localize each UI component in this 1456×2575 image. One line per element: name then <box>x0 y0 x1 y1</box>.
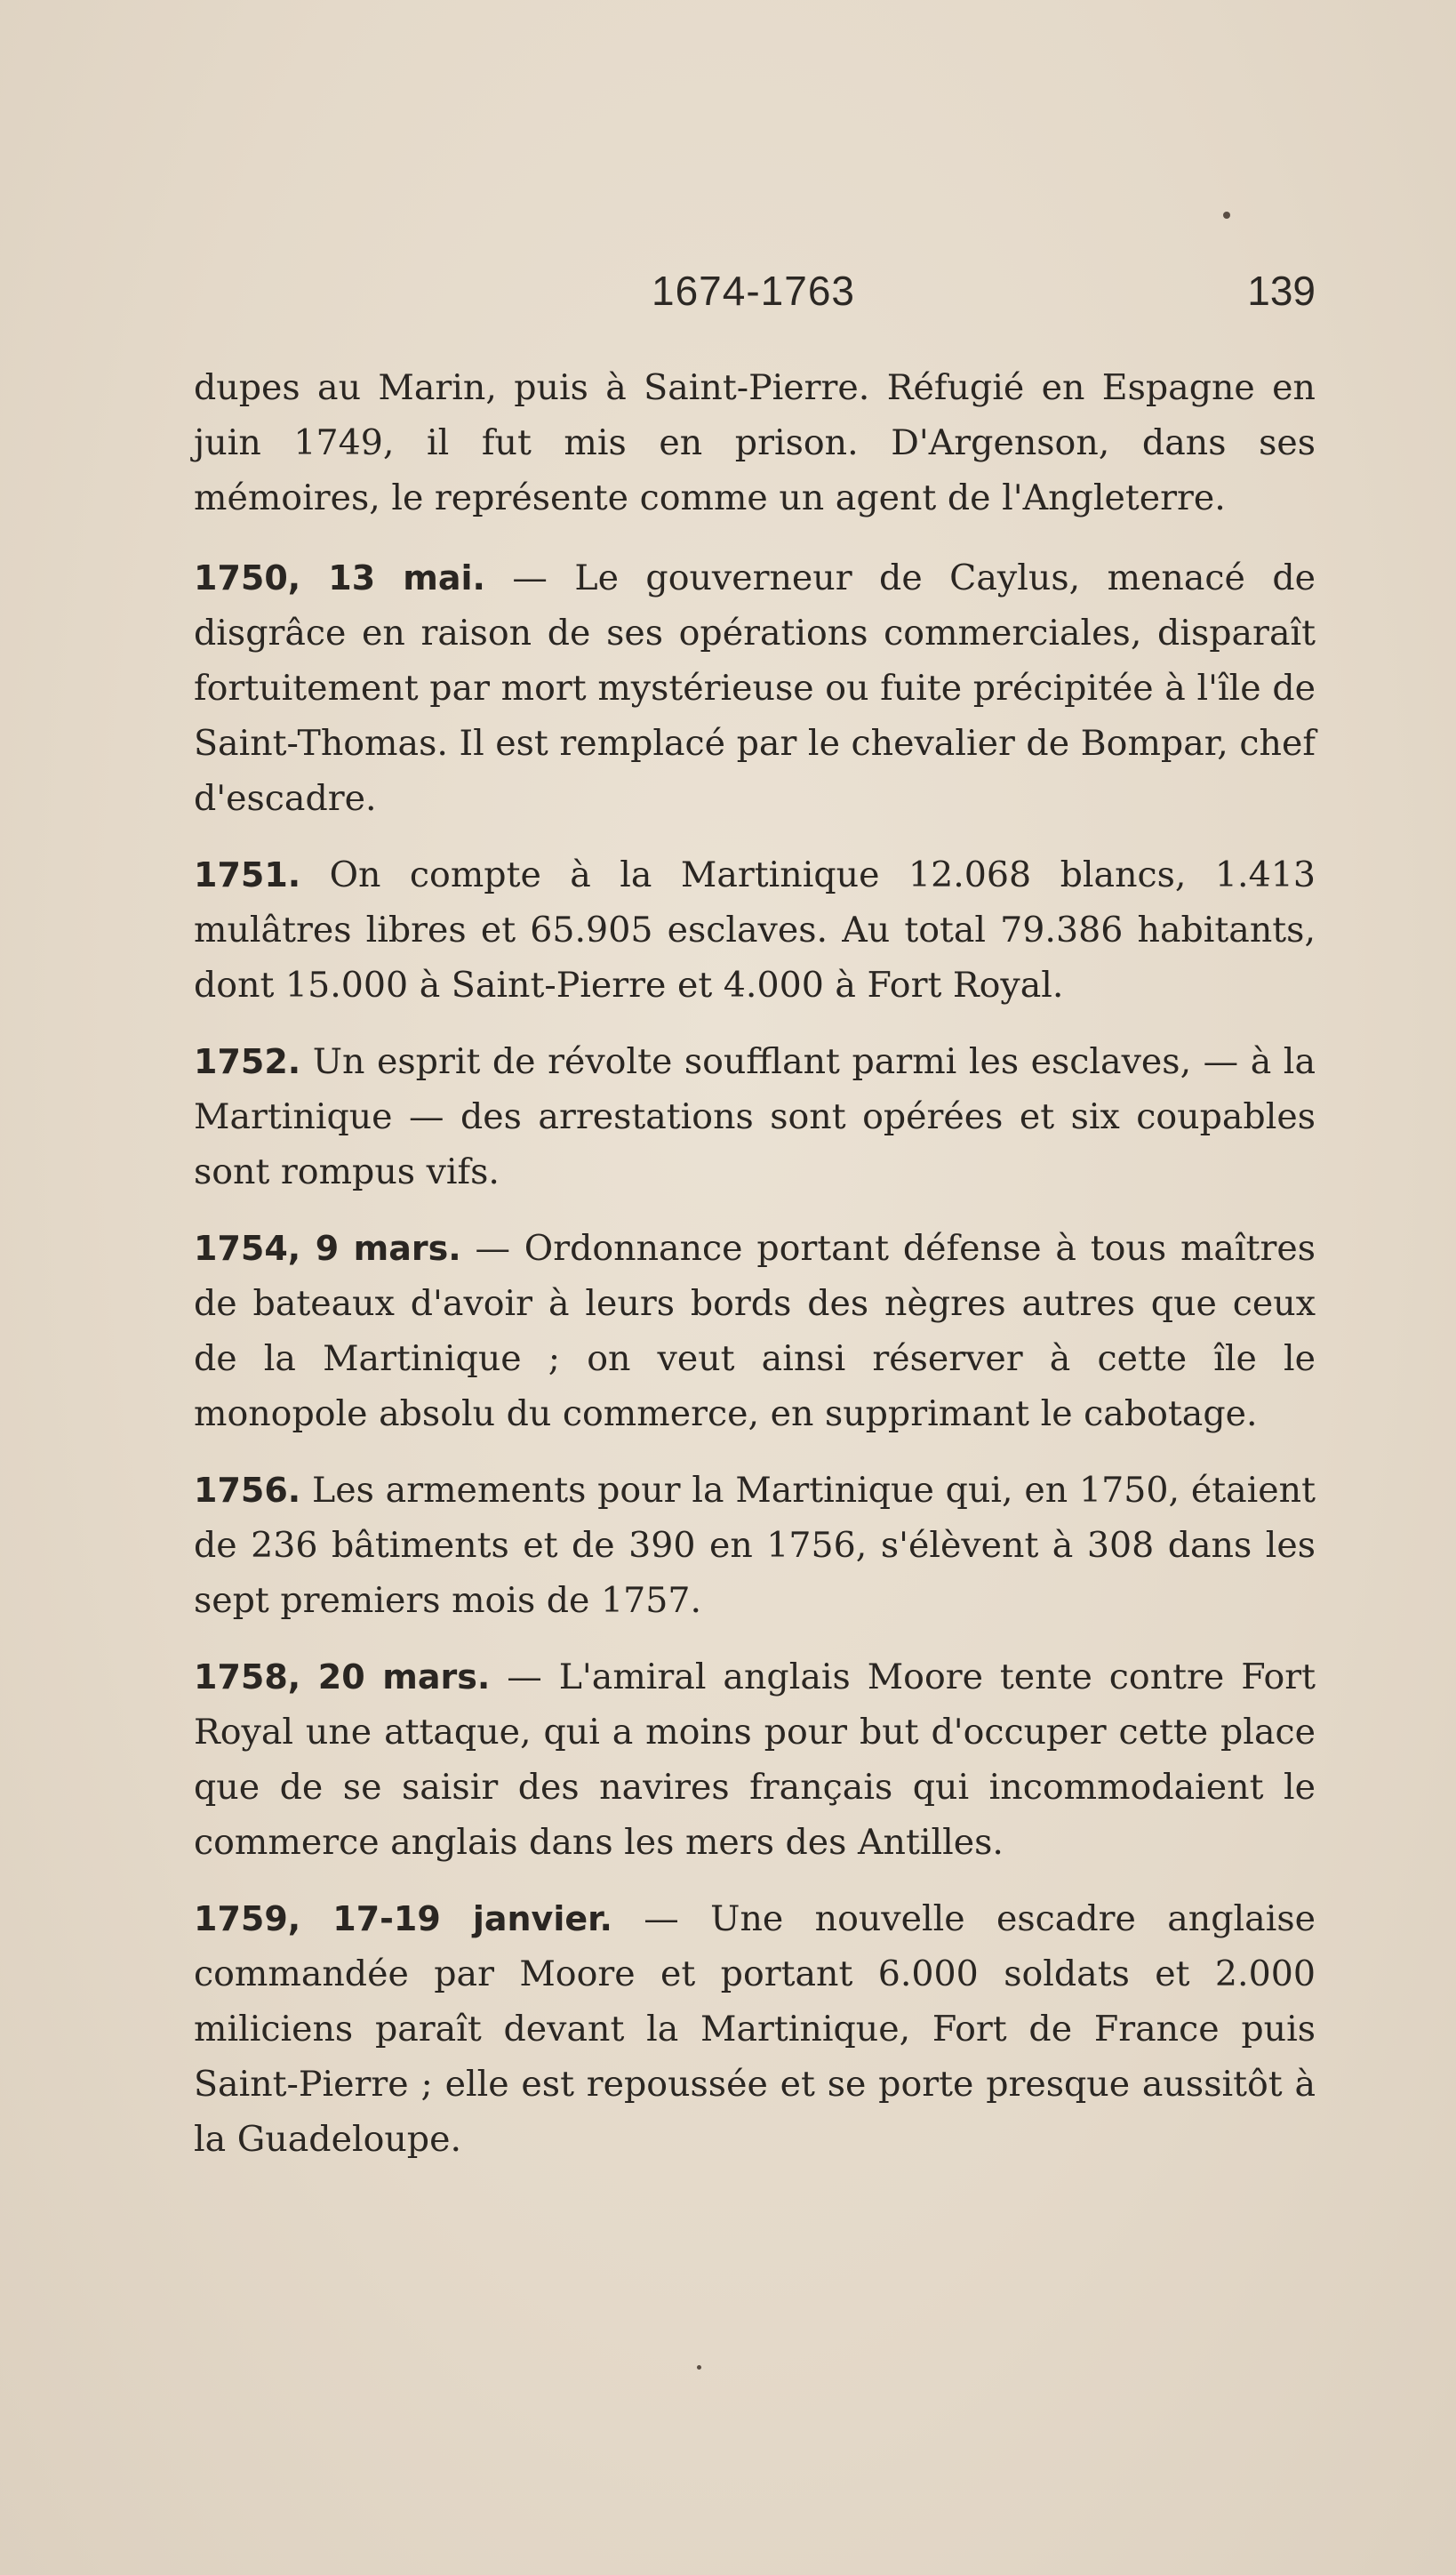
paragraph-continuation <box>194 360 1316 525</box>
entry-date: 1751. <box>194 855 301 894</box>
body-text <box>194 360 1316 2188</box>
entry-text: — Ordonnance portant défense à tous maîtres de bateaux d'avoir à leurs bords des nègres autres que ceux de la Martinique ; on veut ainsi réserver à cette île le monopole absolu du commerce, en supprimant le cabotage. <box>194 1228 1316 1434</box>
entry-1751 <box>194 847 1316 1013</box>
entry-date: 1756. <box>194 1471 301 1510</box>
entry-1754 <box>194 1221 1316 1441</box>
running-head: 1674-1763 <box>652 268 855 314</box>
entry-text: On compte à la Martinique 12.068 blancs, 1.413 mulâtres libres et 65.905 esclaves. Au total 79.386 habitants, dont 15.000 à Saint-Pierre et 4.000 à Fort Royal. <box>194 854 1316 1006</box>
entry-1756 <box>194 1463 1316 1628</box>
entry-text: — L'amiral anglais Moore tente contre Fort Royal une attaque, qui a moins pour but d'occuper cette place que de se saisir des navires français qui incommodaient le commerce anglais dans les mers des Antilles. <box>194 1657 1316 1863</box>
page-header <box>191 267 1316 338</box>
entry-text: Les armements pour la Martinique qui, en 1750, étaient de 236 bâtiments et de 390 en 1756, s'élèvent à 308 dans les sept premiers mois de 1757. <box>194 1470 1316 1621</box>
ink-speck <box>1223 212 1230 219</box>
entry-date: 1750, 13 mai. <box>194 558 485 598</box>
entry-date: 1758, 20 mars. <box>194 1657 491 1697</box>
entry-1759 <box>194 1891 1316 2167</box>
entry-date: 1752. <box>194 1042 301 1081</box>
entry-1750 <box>194 550 1316 826</box>
entry-1752 <box>194 1034 1316 1199</box>
entry-1758 <box>194 1649 1316 1870</box>
entry-date: 1759, 17-19 janvier. <box>194 1899 612 1938</box>
entry-text: Un esprit de révolte soufflant parmi les esclaves, — à la Martinique — des arrestations sont opérées et six coupables sont rompus vifs. <box>194 1041 1316 1192</box>
entry-text: — Une nouvelle escadre anglaise commandée par Moore et portant 6.000 soldats et 2.000 miliciens paraît devant la Martinique, Fort de France puis Saint-Pierre ; elle est repoussée et se porte presque aussitôt à la Guadeloupe. <box>194 1898 1316 2160</box>
entry-text: dupes au Marin, puis à Saint-Pierre. Réfugié en Espagne en juin 1749, il fut mis en prison. D'Argenson, dans ses mémoires, le représente comme un agent de l'Angleterre. <box>194 367 1316 518</box>
entry-date: 1754, 9 mars. <box>194 1229 461 1268</box>
page-number: 139 <box>1247 268 1316 314</box>
entry-text: — Le gouverneur de Caylus, menacé de disgrâce en raison de ses opérations commerciales, disparaît fortuitement par mort mystérieuse ou fuite précipitée à l'île de Saint-Thomas. Il est remplacé par le chevalier de Bompar, chef d'escadre. <box>194 558 1316 819</box>
ink-speck <box>697 2365 701 2370</box>
